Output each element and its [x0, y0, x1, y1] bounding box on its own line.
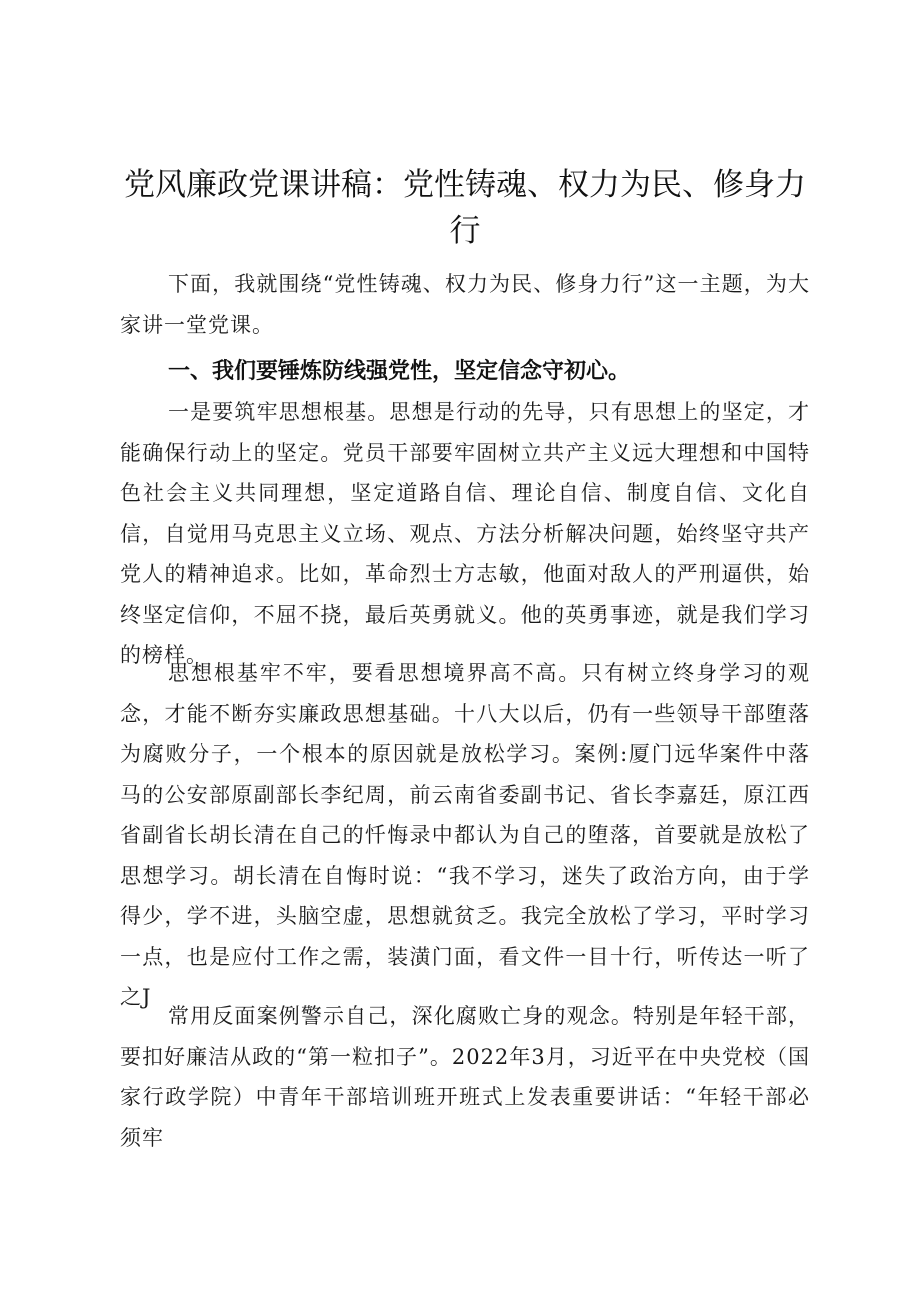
body-paragraph: 一是要筑牢思想根基。思想是行动的先导，只有思想上的坚定，才能确保行动上的坚定。党员干部要牢固树立共产主义远大理想和中国特色社会主义共同理想，坚定道路自信、理论自信、制度自信、文化自信，自觉用马克思主义立场、观点、方法分析解决问题，始终坚守共产党人的精神追求。比如，革命烈士方志敏，他面对敌人的严刑逼供，始终坚定信仰，不屈不挠，最后英勇就义。他的英勇事迹，就是我们学习的榜样。 [120, 400, 810, 667]
intro-paragraph: 下面，我就围绕“党性铸魂、权力为民、修身力行”这一主题，为大家讲一堂党课。 [120, 272, 810, 337]
body-paragraph: 常用反面案例警示自己，深化腐败亡身的观念。特别是年轻干部，要扣好廉洁从政的“第一粒扣子”。2022年3月，习近平在中央党校（国家行政学院）中青年干部培训班开班式上发表重要讲话：“年轻干部必须牢 [120, 1004, 810, 1150]
document-title: 党风廉政党课讲稿：党性铸魂、权力为民、修身力行 [124, 167, 806, 249]
body-paragraph: 思想根基牢不牢，要看思想境界高不高。只有树立终身学习的观念，才能不断夯实廉政思想基础。十八大以后，仍有一些领导干部堕落为腐败分子，一个根本的原因就是放松学习。案例:厦门远华案件中落马的公安部原副部长李纪周，前云南省委副书记、省长李嘉廷，原江西省副省长胡长清在自己的忏悔录中都认为自己的堕落，首要就是放松了思想学习。胡长清在自悔时说：“我不学习，迷失了政治方向，由于学得少，学不进，头脑空虚，思想就贫乏。我完全放松了学习，平时学习一点，也是应付工作之需，装潢门面，看文件一目十行，听传达一听了之J [120, 661, 810, 1009]
section-heading: 一、我们要锤炼防线强党性，坚定信念守初心。 [168, 359, 631, 384]
